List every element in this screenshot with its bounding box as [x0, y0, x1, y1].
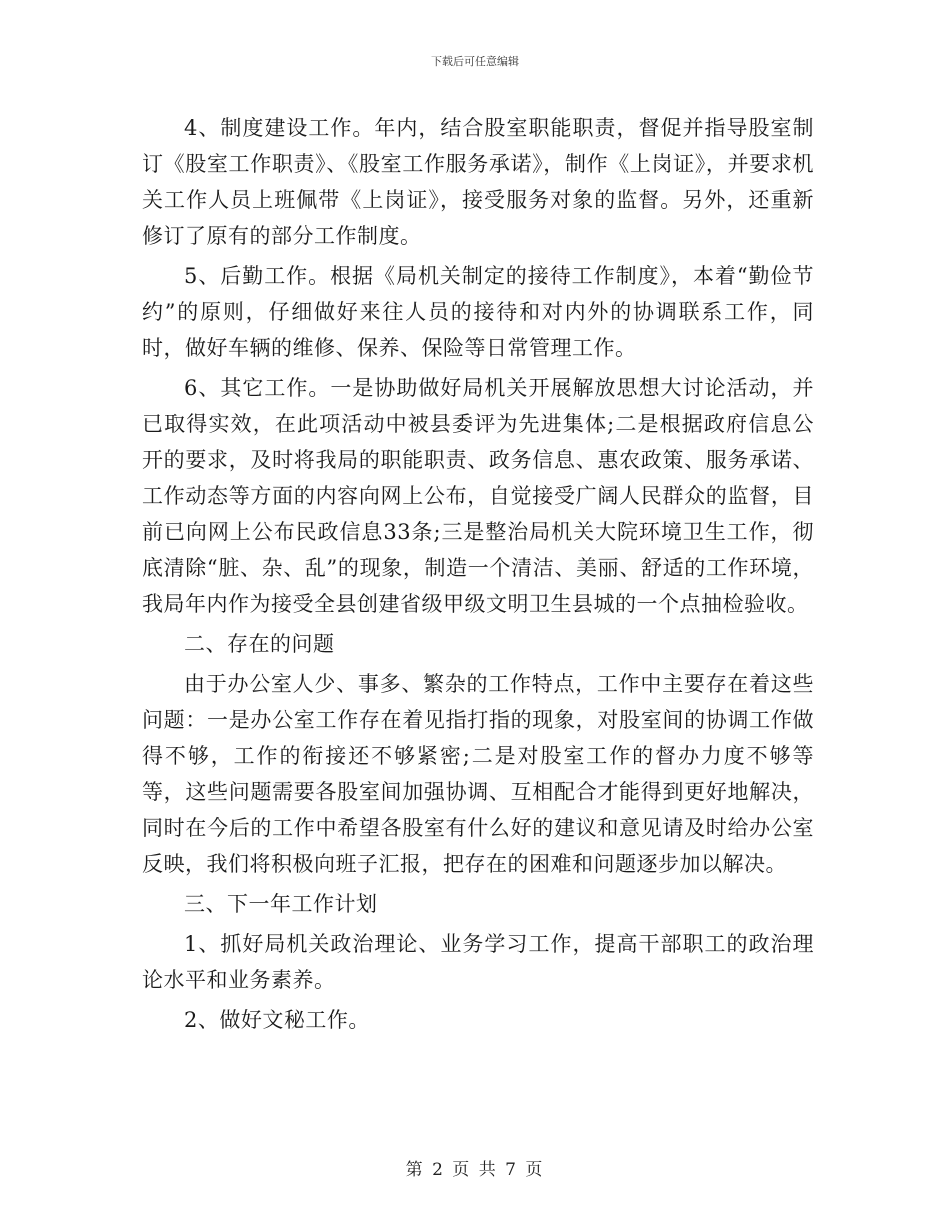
section-heading-problems: 二、存在的问题	[184, 632, 335, 656]
paragraph-logistics: 5、后勤工作。根据《局机关制定的接待工作制度》，本着“勤俭节约”的原则，仔细做好来往人员的接待和对内外的协调联系工作，同时，做好车辆的维修、保养、保险等日常管理工作。	[142, 264, 814, 360]
document-body	[142, 110, 814, 1042]
section-heading-next-year-plan: 三、下一年工作计划	[184, 892, 378, 916]
paragraph-other-work: 6、其它工作。一是协助做好局机关开展解放思想大讨论活动，并已取得实效，在此项活动中被县委评为先进集体;二是根据政府信息公开的要求，及时将我局的职能职责、政务信息、惠农政策、服务承诺、工作动态等方面的内容向网上公布，自觉接受广阔人民群众的监督，目前已向网上公布民政信息33条;三是整治局机关大院环境卫生工作，彻底清除“脏、杂、乱”的现象，制造一个清洁、美丽、舒适的工作环境，我局年内作为接受全县创建省级甲级文明卫生县城的一个点抽检验收。	[142, 376, 814, 616]
page-header: 下载后可任意编辑	[431, 55, 519, 68]
paragraph-problems: 由于办公室人少、事多、繁杂的工作特点，工作中主要存在着这些问题：一是办公室工作存在着见指打指的现象，对股室间的协调工作做得不够，工作的衔接还不够紧密;二是对股室工作的督办力度不够等等，这些问题需要各股室间加强协调、互相配合才能得到更好地解决，同时在今后的工作中希望各股室有什么好的建议和意见请及时给办公室反映，我们将积极向班子汇报，把存在的困难和问题逐步加以解决。	[142, 672, 814, 876]
paragraph-plan-item-2: 2、做好文秘工作。	[184, 1008, 370, 1032]
paragraph-institution-building: 4、制度建设工作。年内，结合股室职能职责，督促并指导股室制订《股室工作职责》、《股室工作服务承诺》，制作《上岗证》，并要求机关工作人员上班佩带《上岗证》，接受服务对象的监督。另外，还重新修订了原有的部分工作制度。	[142, 116, 814, 248]
paragraph-plan-item-1: 1、抓好局机关政治理论、业务学习工作，提高干部职工的政治理论水平和业务素养。	[142, 932, 814, 992]
page-number-footer: 第 2 页 共 7 页	[405, 1160, 545, 1180]
